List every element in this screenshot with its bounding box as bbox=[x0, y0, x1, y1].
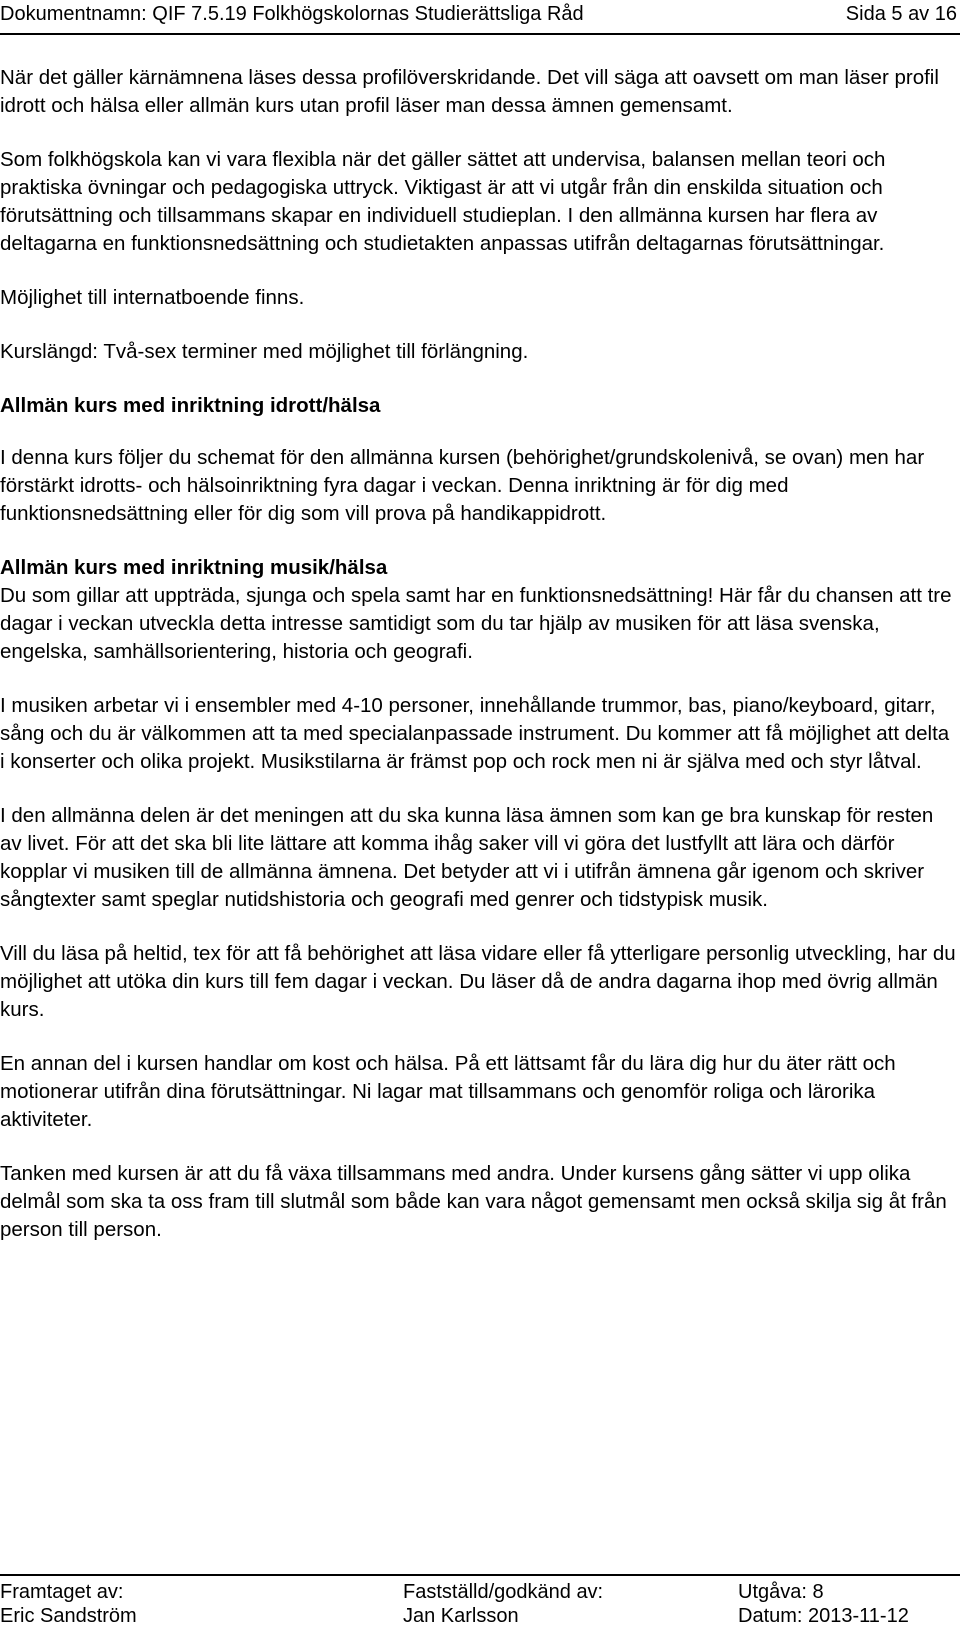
section-heading-sport-health: Allmän kurs med inriktning idrott/hälsa bbox=[0, 394, 381, 417]
document-name: Dokumentnamn: QIF 7.5.19 Folkhögskolornas Studierättsliga Råd bbox=[0, 3, 584, 25]
paragraph-general-part: I den allmänna delen är det meningen att du ska kunna läsa ämnen som kan ge bra kunskap för resten av livet. För att det ska bli lite lättare att komma ihåg saker vill vi göra det lustfyllt att lära och därför kopplar vi musiken till de allmänna ämnena. Det betyder att vi i utifrån ämnena går igenom och skriver sångtexter samt speglar nutidshistoria och geografi med genrer och tidstypisk musik. bbox=[0, 804, 934, 911]
footer-edition bbox=[738, 1580, 909, 1628]
paragraph-music-ensembles: I musiken arbetar vi i ensembler med 4-10 personer, innehållande trummor, bas, piano/keyboard, gitarr, sång och du är välkommen att ta med specialanpassade instrument. Du kommer att få möjlighet att delta i konserter och olika projekt. Musikstilarna är främst pop och rock men ni är själva med och styr låtval. bbox=[0, 694, 950, 773]
paragraph-core-subjects: När det gäller kärnämnena läses dessa profilöverskridande. Det vill säga att oavsett om man läser profil idrott och hälsa eller allmän kurs utan profil läser man dessa ämnen gemensamt. bbox=[0, 66, 939, 117]
prepared-by-label: Framtaget av: bbox=[0, 1581, 124, 1603]
approved-by-label: Fastställd/godkänd av: bbox=[403, 1581, 604, 1603]
section-heading-music-health: Allmän kurs med inriktning musik/hälsa bbox=[0, 556, 388, 579]
paragraph-diet-health: En annan del i kursen handlar om kost och hälsa. På ett lättsamt får du lära dig hur du äter rätt och motionerar utifrån dina förutsättningar. Ni lagar mat tillsammans och genomför roliga och lärorika aktiviteter. bbox=[0, 1052, 896, 1131]
paragraph-full-time: Vill du läsa på heltid, tex för att få behörighet att läsa vidare eller få ytterligare personlig utveckling, har du möjlighet att utöka din kurs till fem dagar i veckan. Du läser då de andra dagarna ihop med övrig allmän kurs. bbox=[0, 942, 956, 1021]
paragraph-flexible-teaching: Som folkhögskola kan vi vara flexibla när det gäller sättet att undervisa, balansen mellan teori och praktiska övningar och pedagogiska uttryck. Viktigast är att vi utgår från din enskilda situation och förutsättning och tillsammans skapar en individuell studieplan. I den allmänna kursen har flera av deltagarna en funktionsnedsättning och studietakten anpassas utifrån deltagarnas förutsättningar. bbox=[0, 148, 886, 255]
footer-approved-by bbox=[403, 1580, 603, 1628]
document-body bbox=[0, 64, 958, 1244]
approved-by-value: Jan Karlsson bbox=[403, 1605, 519, 1627]
footer-divider bbox=[0, 1574, 960, 1576]
date-label: Datum: 2013-11-12 bbox=[738, 1605, 909, 1627]
paragraph-course-length: Kurslängd: Två-sex terminer med möjlighet till förlängning. bbox=[0, 340, 529, 363]
paragraph-sport-health: I denna kurs följer du schemat för den allmänna kursen (behörighet/grundskolenivå, se ovan) men har förstärkt idrotts- och hälsoinriktning fyra dagar i veckan. Denna inriktning är för dig med funktionsnedsättning eller för dig som vill prova på handikappidrott. bbox=[0, 446, 925, 525]
header-divider bbox=[0, 33, 960, 35]
paragraph-music-intro: Du som gillar att uppträda, sjunga och spela samt har en funktionsnedsättning! Här får du chansen att tre dagar i veckan utveckla detta intresse samtidigt som du tar hjälp av musiken för att läsa svenska, engelska, samhällsorientering, historia och geografi. bbox=[0, 584, 952, 663]
page-header bbox=[0, 0, 960, 36]
paragraph-boarding: Möjlighet till internatboende finns. bbox=[0, 286, 305, 309]
edition-label: Utgåva: 8 bbox=[738, 1581, 824, 1603]
prepared-by-value: Eric Sandström bbox=[0, 1605, 137, 1627]
page-number: Sida 5 av 16 bbox=[845, 3, 957, 25]
paragraph-course-goal: Tanken med kursen är att du få växa tillsammans med andra. Under kursens gång sätter vi upp olika delmål som ska ta oss fram till slutmål som både kan vara något gemensamt men också skilja sig åt från person till person. bbox=[0, 1162, 947, 1241]
footer-prepared-by bbox=[0, 1580, 137, 1628]
